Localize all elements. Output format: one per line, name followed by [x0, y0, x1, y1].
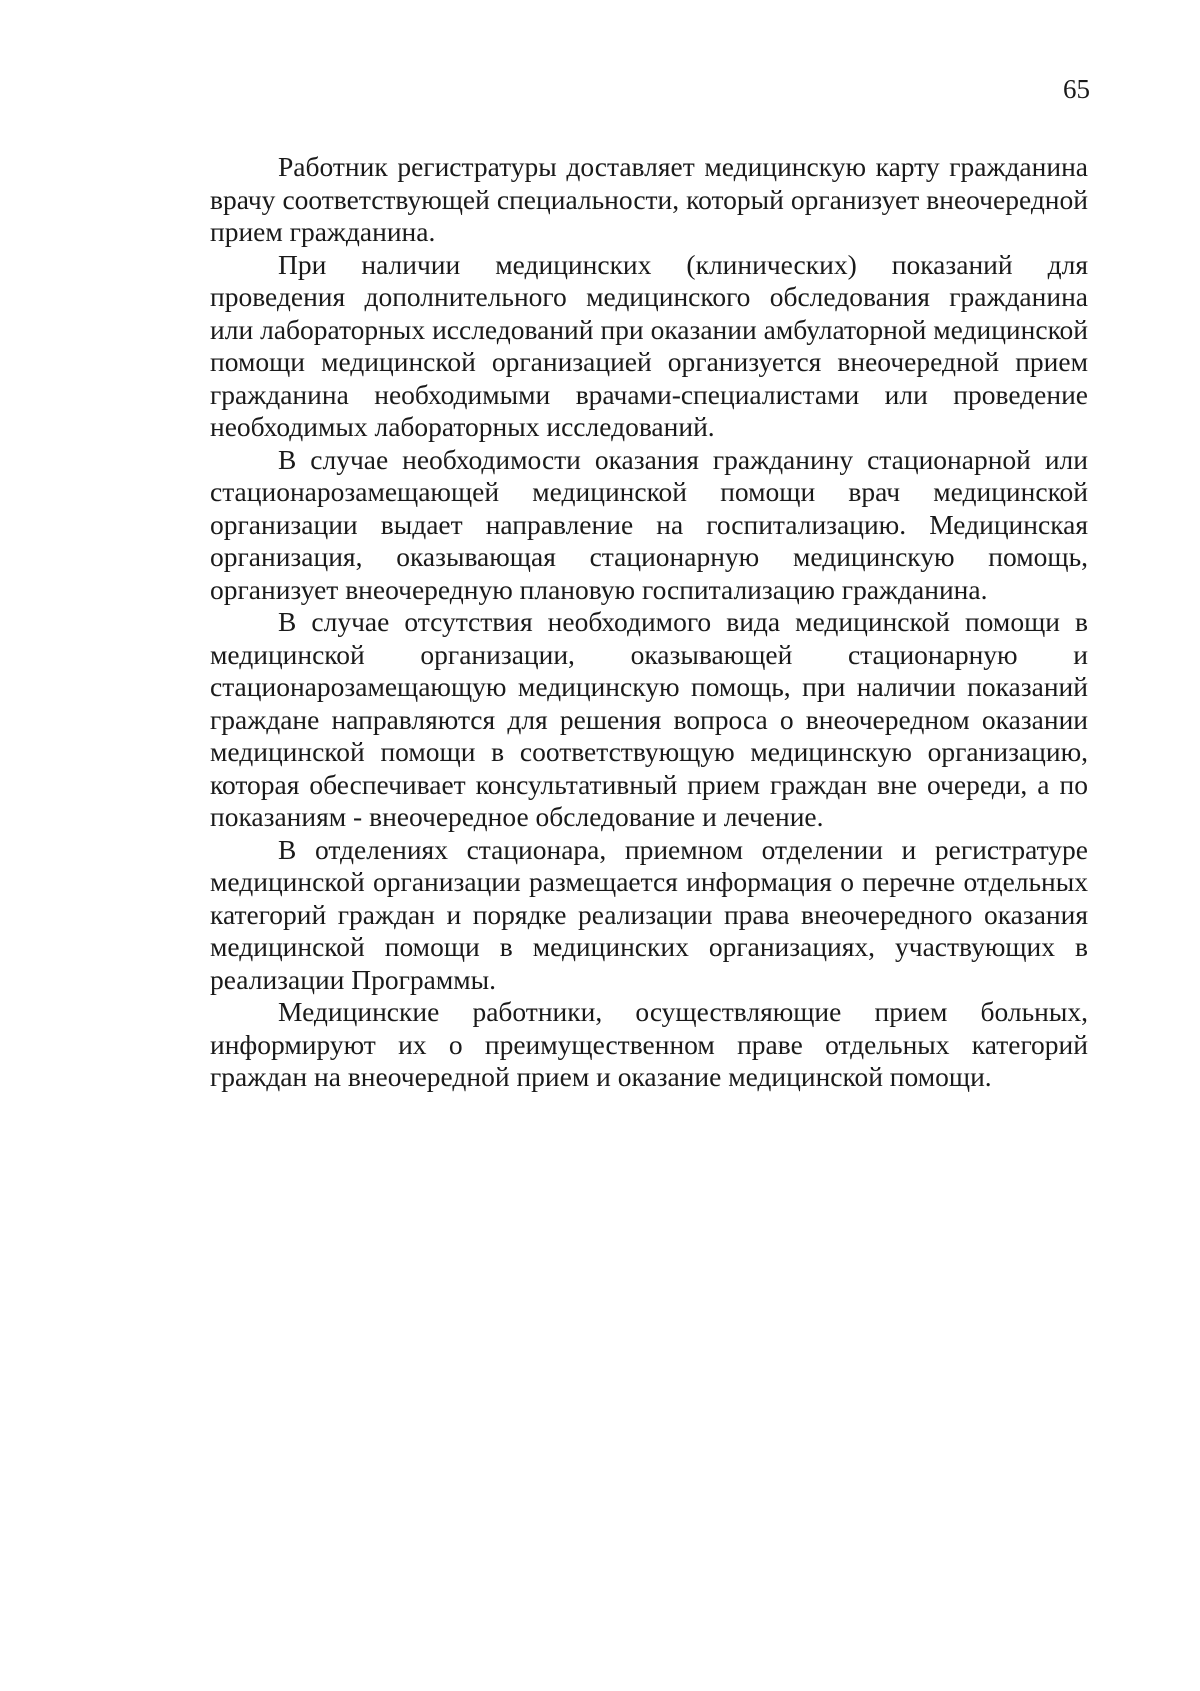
paragraph-clinical-indications: При наличии медицинских (клинических) показаний для проведения дополнительного медицинского обследования гражданина или лабораторных исследований при оказании амбулаторной медицинской помощи медицинской организацией организуется внеочередной прием гражданина необходимыми врачами-специалистами или проведение необходимых лабораторных исследований.	[210, 248, 1088, 442]
document-body	[210, 151, 1088, 1094]
paragraph-hospitalization: В случае необходимости оказания гражданину стационарной или стационарозамещающей медицинской помощи врач медицинской организации выдает направление на госпитализацию. Медицинская организация, оказывающая стационарную медицинскую помощь, организует внеочередную плановую госпитализацию гражданина.	[210, 443, 1088, 605]
paragraph-registry-card: Работник регистратуры доставляет медицинскую карту гражданина врачу соответствующей специальности, который организует внеочередной прием гражданина.	[210, 151, 1088, 247]
page-number: 65	[1063, 74, 1090, 104]
paragraph-medical-workers: Медицинские работники, осуществляющие прием больных, информируют их о преимущественном праве отдельных категорий граждан на внеочередной прием и оказание медицинской помощи.	[210, 996, 1088, 1092]
paragraph-information-placement: В отделениях стационара, приемном отделении и регистратуре медицинской организации размещается информация о перечне отдельных категорий граждан и порядке реализации права внеочередного оказания медицинской помощи в медицинских организациях, участвующих в реализации Программы.	[210, 833, 1088, 995]
paragraph-missing-care-type: В случае отсутствия необходимого вида медицинской помощи в медицинской организации, оказывающей стационарную и стационарозамещающую медицинскую помощь, при наличии показаний граждане направляются для решения вопроса о внеочередном оказании медицинской помощи в соответствующую медицинскую организацию, которая обеспечивает консультативный прием граждан вне очереди, а по показаниям - внеочередное обследование и лечение.	[210, 606, 1088, 832]
